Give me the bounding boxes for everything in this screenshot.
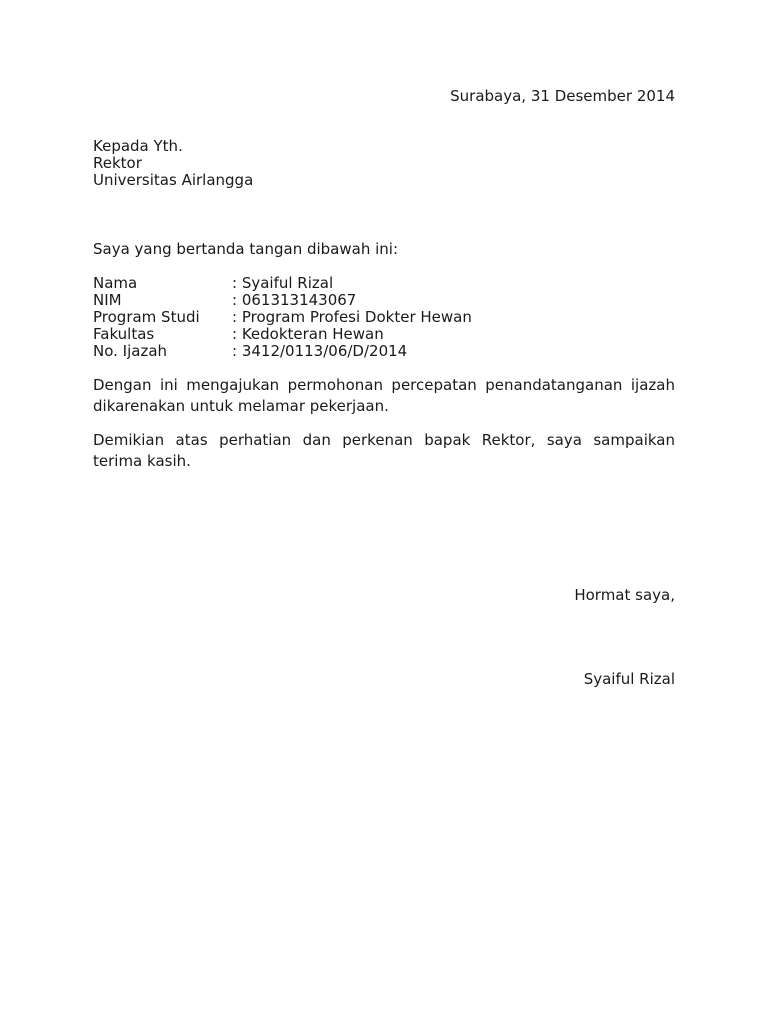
recipient-greeting: Kepada Yth. — [93, 137, 183, 155]
signature-name: Syaiful Rizal — [583, 670, 675, 688]
field-label-nim: NIM — [93, 291, 122, 309]
closing-salutation: Hormat saya, — [574, 586, 675, 604]
place-date: Surabaya, 31 Desember 2014 — [450, 87, 675, 105]
field-label-program-studi: Program Studi — [93, 308, 200, 326]
field-label-nama: Nama — [93, 274, 138, 292]
closing-paragraph: Demikian atas perhatian dan perkenan bapak Rektor, saya sampaikan terima kasih. — [93, 431, 675, 470]
field-label-no-ijazah: No. Ijazah — [93, 342, 168, 360]
field-value-no-ijazah: : 3412/0113/06/D/2014 — [232, 342, 408, 360]
recipient-institution: Universitas Airlangga — [93, 171, 254, 189]
recipient-title: Rektor — [93, 154, 142, 172]
intro-sentence: Saya yang bertanda tangan dibawah ini: — [93, 240, 398, 258]
field-label-fakultas: Fakultas — [93, 325, 155, 343]
field-value-nama: : Syaiful Rizal — [232, 274, 334, 292]
field-value-fakultas: : Kedokteran Hewan — [232, 325, 384, 343]
request-paragraph: Dengan ini mengajukan permohonan percepatan penandatanganan ijazah dikarenakan untuk melamar pekerjaan. — [93, 376, 675, 415]
field-value-program-studi: : Program Profesi Dokter Hewan — [232, 308, 472, 326]
field-value-nim: : 061313143067 — [232, 291, 357, 309]
